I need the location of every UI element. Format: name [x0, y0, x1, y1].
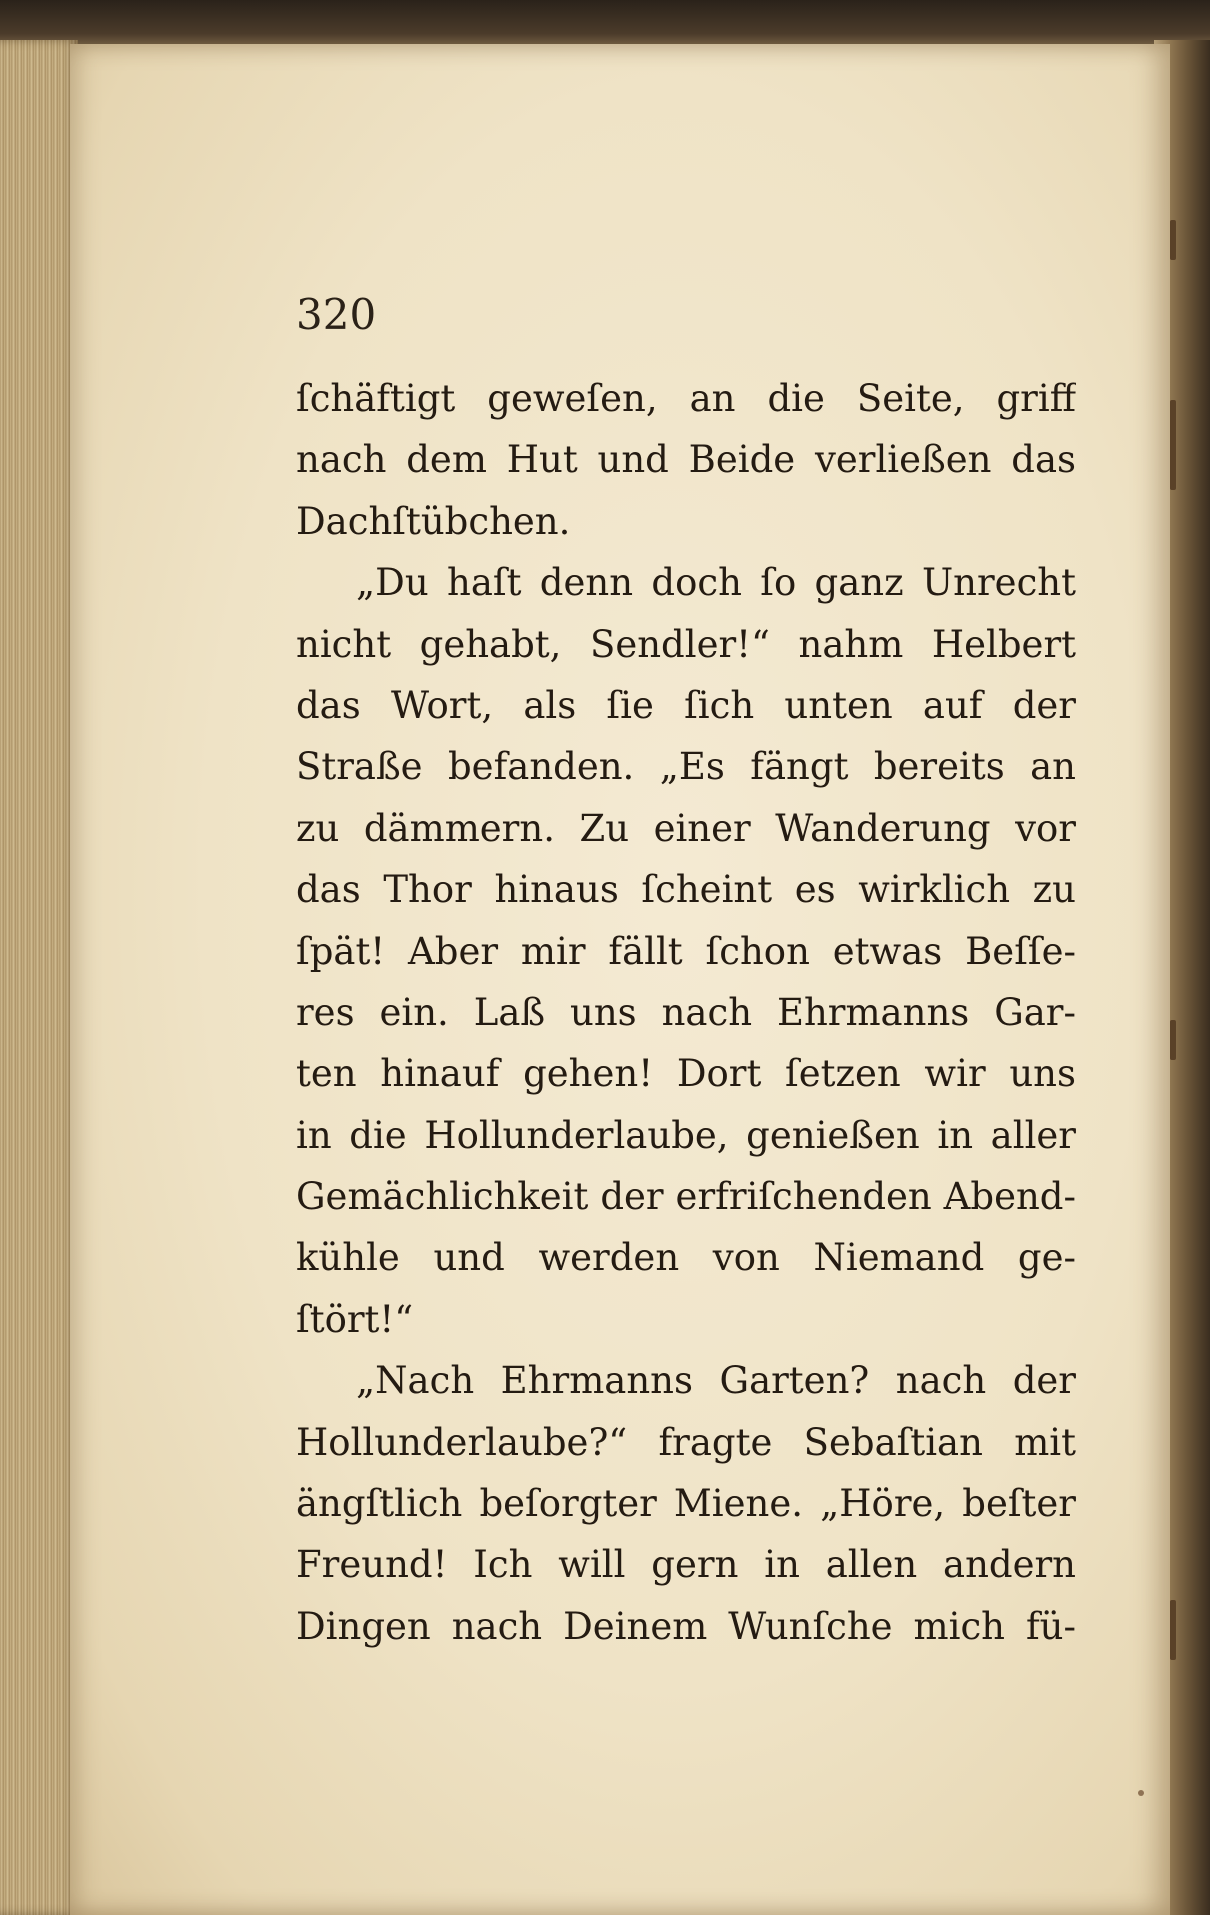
text-line: ten hinauf gehen! Dort ſetzen wir uns: [296, 1052, 1076, 1096]
text-line: zu dämmern. Zu einer Wanderung vor: [296, 806, 1076, 850]
binding-stitch: [1170, 1600, 1176, 1660]
binding-stitch: [1170, 1020, 1176, 1060]
page-block-edges: [0, 40, 78, 1915]
text-line: Straße befanden. „Es fängt bereits an: [296, 745, 1076, 789]
text-line: nicht gehabt, Sendler!“ nahm Helbert: [296, 622, 1076, 666]
text-line: ſpät! Aber mir fällt ſchon etwas Beſſe-: [296, 929, 1076, 973]
text-line: nach dem Hut und Beide verließen das: [296, 438, 1076, 482]
text-line: in die Hollunderlaube, genießen in aller: [296, 1113, 1076, 1157]
text-line: das Wort, als ſie ſich unten auf der: [296, 683, 1076, 727]
binding-stitch: [1170, 400, 1176, 490]
book-cover-edge: [0, 0, 1210, 48]
text-line: Freund! Ich will gern in allen andern: [296, 1543, 1076, 1587]
text-line: „Nach Ehrmanns Garten? nach der: [356, 1359, 1076, 1403]
page-number: 320: [296, 290, 377, 339]
text-line: „Du haſt denn doch ſo ganz Unrecht: [356, 561, 1076, 605]
ink-spot: [1138, 1790, 1144, 1796]
text-line: kühle und werden von Niemand ge-: [296, 1236, 1076, 1280]
text-line: das Thor hinaus ſcheint es wirklich zu: [296, 868, 1076, 912]
text-line: Hollunderlaube?“ fragte Sebaſtian mit: [296, 1420, 1076, 1464]
page-text: [296, 368, 1076, 1657]
text-line: res ein. Laß uns nach Ehrmanns Gar-: [296, 990, 1076, 1034]
text-line: Gemächlichkeit der erfriſchenden Abend-: [296, 1175, 1076, 1219]
text-line: ſtört!“: [296, 1297, 414, 1341]
binding-stitch: [1170, 220, 1176, 260]
text-line: ſchäftigt geweſen, an die Seite, griff: [296, 377, 1076, 420]
text-line: ängſtlich beſorgter Miene. „Höre, beſter: [296, 1482, 1076, 1526]
text-line: Dachſtübchen.: [296, 499, 571, 543]
text-line: Dingen nach Deinem Wunſche mich fü-: [296, 1604, 1076, 1648]
